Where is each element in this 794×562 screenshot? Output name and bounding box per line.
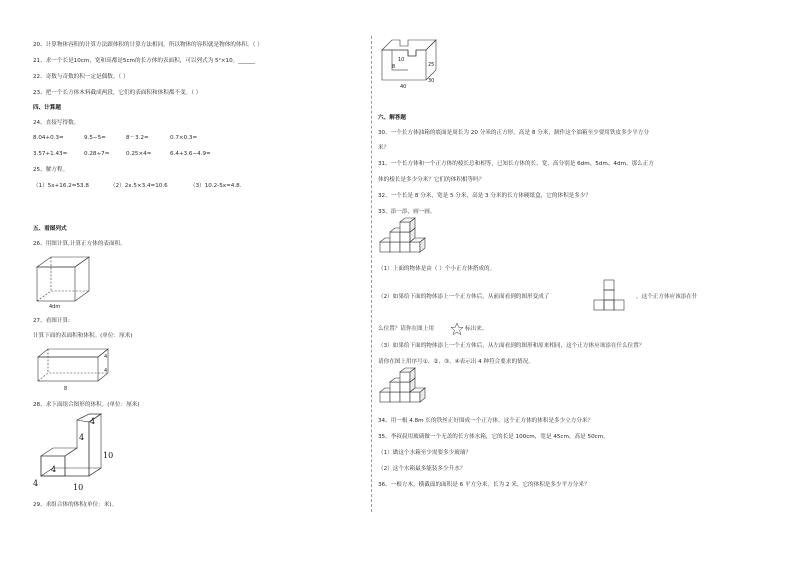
notch-width-label: 8 bbox=[392, 64, 396, 70]
section-6-title: 六、解答题 bbox=[378, 115, 406, 121]
cuboid-width-label: 4 bbox=[104, 354, 108, 360]
cuboid-length-label: 8 bbox=[64, 386, 68, 392]
cube-edge-label: 4dm bbox=[49, 304, 61, 310]
section-4-title: 四、计算题 bbox=[33, 105, 61, 111]
question-24: 24、直接写得数。 bbox=[33, 120, 80, 126]
l-height-label: 10 bbox=[103, 451, 114, 460]
question-31: 31、一个长方体和一个正方体的棱长总和相等，已知长方体的长、宽、高分别是 6dm、5dm、4dm，那么正方 bbox=[378, 161, 654, 167]
notch-depth-label: 10 bbox=[398, 57, 405, 63]
question-33-1: （1）上面的物体是由（ ）个小正方体搭成的。 bbox=[378, 266, 496, 272]
question-25: 25、解方程。 bbox=[33, 167, 69, 173]
calc-8: 6.4+3.6−4.9= bbox=[170, 151, 211, 157]
star-icon bbox=[450, 322, 464, 336]
front-view-figure bbox=[592, 278, 630, 314]
equation-3: （3）10.2-5x=4.8. bbox=[190, 183, 242, 189]
question-20: 20、计算物体容积的计算方法跟体积的计算方法相同，所以物体的容积就是物体的体积。（ ） bbox=[33, 42, 263, 48]
calc-6: 0.28÷7= bbox=[84, 151, 110, 157]
equation-1: （1）5x+16.2=53.8 bbox=[33, 183, 89, 189]
calc-4: 0.7×0.3= bbox=[170, 135, 198, 141]
question-36: 36、一根方木，横截面的面积是 6 平方分米，长为 2 米，它的体积是多少平方分米？ bbox=[378, 482, 590, 488]
question-33-2: （2）如果给下面的物体添上一个正方体后，从前面看到的图形变成了 bbox=[378, 294, 550, 300]
question-22: 22、奇数与奇数的积一定是偶数。（ ） bbox=[33, 74, 129, 80]
l-length-label: 10 bbox=[73, 483, 84, 492]
notched-block-figure bbox=[378, 36, 448, 92]
cube-stack-figure-2 bbox=[378, 370, 430, 410]
l-depth-label: 4 bbox=[33, 479, 39, 488]
question-21: 21、求一个长是10cm，宽和高都是5cm的长方体的表面积，可以列式为 5²×10。______ bbox=[33, 58, 256, 64]
question-28: 28、求下面组合图形的体积。(单位：厘米) bbox=[33, 402, 140, 408]
question-29: 29、求组合体的体积(单位：米)。 bbox=[33, 502, 118, 508]
question-33-2-where: 么位置？请你在图上用 bbox=[378, 326, 434, 332]
calc-7: 0.25×4= bbox=[126, 151, 152, 157]
question-35-1: （1）做这个水箱至少需要多少玻璃？ bbox=[378, 450, 472, 456]
question-35: 35、李叔叔用玻璃做一个无盖的长方体水箱，它的长是 100cm，宽是 45cm，高是 50cm。 bbox=[378, 434, 609, 440]
question-35-2: （2）这个水箱最多能装多少升水？ bbox=[378, 466, 466, 472]
calc-1: 8.04+0.3= bbox=[33, 135, 64, 141]
question-30: 30、一个长方体油箱的底面是周长为 20 分米的正方形，高是 8 分米，制作这个油箱至少要用铁皮多少平方分 bbox=[378, 130, 650, 136]
cube-figure bbox=[33, 253, 93, 309]
question-27-sub: 计算下面的表面积和体积。(单位：厘米) bbox=[33, 333, 133, 339]
question-33-3-cont: 请你在图上用序号①、②、③、④表示出 4 种符合要求的情况。 bbox=[378, 359, 534, 365]
l-base-height-label: 4 bbox=[51, 465, 57, 474]
calc-3: 8－3.2= bbox=[126, 135, 149, 141]
equation-2: （2）2x.5×3.4=10.6 bbox=[110, 183, 168, 189]
question-33-3: （3）如果给下面的物体添上一个正方体后，从左面看到的图形和原来相同，这个正方体应该添在什么位置？ bbox=[378, 343, 645, 349]
calc-5: 3.57+1.43= bbox=[33, 151, 68, 157]
question-26: 26、用图计算,计算正方体的表面积。 bbox=[33, 241, 126, 247]
l-upright-depth-label: 4 bbox=[79, 433, 85, 442]
cube-stack-figure bbox=[378, 220, 430, 260]
calc-2: 9.5−5= bbox=[84, 135, 106, 141]
cuboid-height-label: 4 bbox=[104, 368, 108, 374]
question-32: 32、一个长是 8 分米，宽是 5 分米，高是 3 分米的长方体硬纸盒，它的体积是多少？ bbox=[378, 193, 592, 199]
l-solid-figure bbox=[33, 414, 123, 494]
section-5-title: 五、看图列式 bbox=[33, 226, 67, 232]
cuboid-figure bbox=[36, 345, 116, 393]
block-width-label: 30 bbox=[428, 78, 435, 84]
question-30-cont: 米？ bbox=[378, 145, 390, 151]
block-length-label: 40 bbox=[400, 84, 407, 90]
question-34: 34、用一根 4.8m 长的铁丝正好围成一个正方体，这个正方体的体积是多少立方分米？ bbox=[378, 418, 594, 424]
question-23: 23、把一个长方体木料截成两段，它们的表面积和体积都不变。（ ） bbox=[33, 90, 202, 96]
question-33-2-cont: ，这个正方体应该添在什 bbox=[636, 294, 698, 300]
l-top-width-label: 4 bbox=[90, 417, 96, 426]
question-33: 33、添一添，画一画。 bbox=[378, 209, 436, 215]
column-divider bbox=[371, 36, 372, 512]
block-height-label: 25 bbox=[428, 62, 435, 68]
question-33-2-mark: 标出来。 bbox=[465, 326, 488, 332]
question-27: 27、看图计算: bbox=[33, 318, 70, 324]
question-31-cont: 体的棱长是多少分米？它们的体积相等吗？ bbox=[378, 177, 485, 183]
